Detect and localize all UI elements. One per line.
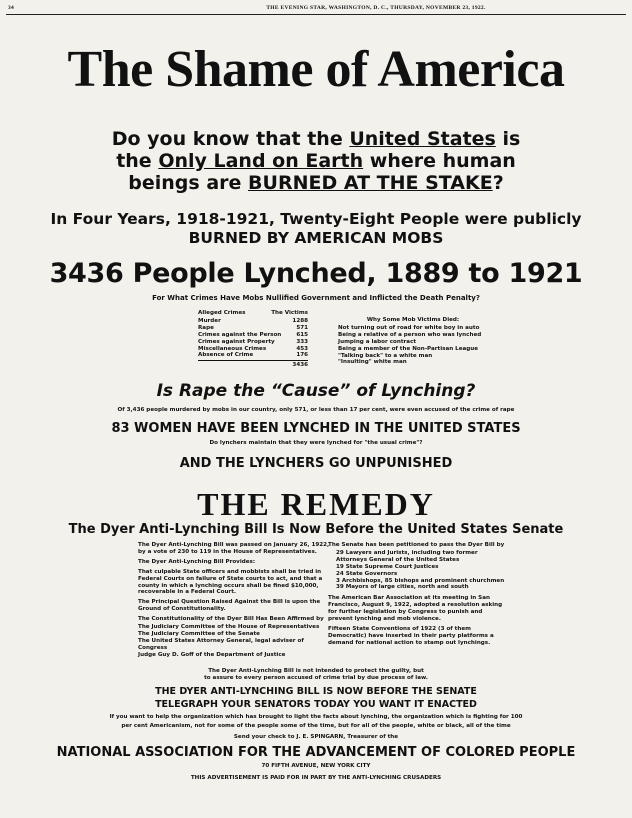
page-number: 34 — [8, 5, 15, 11]
crime-label: Crimes against the Person — [198, 331, 282, 338]
address: 70 FIFTH AVENUE, NEW YORK CITY — [261, 763, 371, 769]
list-item: "Talking back" to a white man — [338, 352, 433, 359]
list-item: 29 Lawyers and Jurists, including two former Attorneys General of the United States — [336, 549, 478, 563]
table-row — [198, 318, 308, 325]
naacp-name: NATIONAL ASSOCIATION FOR THE ADVANCEMENT OF COLORED PEOPLE — [56, 745, 576, 760]
list-item: 39 Mayors of large cities, north and south — [336, 584, 469, 591]
question-text: the — [116, 150, 159, 172]
list-item: 24 State Governors — [336, 570, 398, 577]
question-underline: Only Land on Earth — [158, 150, 364, 172]
paid-by: THIS ADVERTISEMENT IS PAID FOR IN PART BY THE ANTI-LYNCHING CRUSADERS — [190, 775, 442, 781]
list-item: The United States Attorney General, legal adviser of Congress — [138, 637, 304, 651]
list-item: Being a relative of a person who was lynched — [338, 331, 482, 338]
not-intended-line-1: The Dyer Anti-Lynching Bill is not intended to protect the guilty, but — [208, 668, 424, 674]
crime-value: 176 — [296, 352, 308, 359]
help-line-2: per cent Americanism, not for some of the people some of the time, but for all of the people, white or black, all of the time — [121, 723, 511, 729]
remedy-heading: THE REMEDY — [197, 486, 435, 522]
crime-label: Murder — [198, 317, 221, 324]
right-paragraph: Fifteen State Conventions of 1922 (3 of them Democratic) have inserted in their party platforms a demand for national action to stamp out lynchings. — [328, 625, 494, 646]
table-row — [198, 352, 308, 359]
question-underline: United States — [349, 128, 496, 150]
list-item: "Insulting" white man — [338, 359, 407, 366]
right-paragraph: The American Bar Association at its meeting in San Francisco, August 9, 1922, adopted a resolution asking for further legislation by Congress to punish and prevent lynching and mob violence. — [328, 595, 503, 623]
senate-line-2: TELEGRAPH YOUR SENATORS TODAY YOU WANT IT ENACTED — [155, 699, 477, 710]
table-row — [198, 332, 308, 339]
question-line-1 — [0, 128, 632, 150]
page-title: The Shame of America — [67, 41, 565, 98]
crimes-table — [198, 310, 308, 369]
why-header: Why Some Mob Victims Died: — [366, 317, 460, 323]
crimes-header-left: Alleged Crimes — [198, 310, 246, 316]
left-paragraph: The Constitutionality of the Dyer Bill Has Been Affirmed by — [138, 616, 324, 623]
crime-value: 571 — [296, 324, 308, 331]
crime-label: Crimes against Property — [198, 338, 275, 345]
not-intended-line-2: to assure to every person accused of crime trial by due process of law. — [204, 675, 428, 681]
list-item: 19 State Supreme Court Justices — [336, 563, 439, 570]
senate-line-1: THE DYER ANTI-LYNCHING BILL IS NOW BEFORE THE SENATE — [155, 686, 477, 697]
table-row — [198, 346, 308, 353]
crime-value: 1288 — [292, 317, 308, 324]
left-paragraph: That culpable State officers and mobbists shall be tried in Federal Courts on failure of State courts to act, and that a county in which a lynching occurs shall be fined $10,000, recoverable in a Federal Court. — [138, 568, 323, 596]
crime-label: Rape — [198, 324, 214, 331]
question-text: where human — [363, 150, 516, 172]
question-line-2 — [0, 150, 632, 172]
help-line-1: If you want to help the organization which has brought to light the facts about lynching, the organization which is fighting for 100 — [109, 714, 523, 720]
crime-value: 453 — [296, 345, 308, 352]
list-item: The Judiciary Committee of the House of Representatives — [138, 624, 320, 631]
question-text: beings are — [128, 172, 249, 194]
lynched-subheading: For What Crimes Have Mobs Nullified Government and Inflicted the Death Penalty? — [152, 294, 480, 302]
question-underline: BURNED AT THE STAKE — [248, 172, 493, 194]
left-paragraph: The Principal Question Raised Against the Bill is upon the Ground of Constitutionality. — [138, 599, 321, 613]
crimes-header-right: The Victims — [271, 310, 308, 316]
right-paragraph: The Senate has been petitioned to pass the Dyer Bill by — [328, 542, 505, 548]
list-item: Being a member of the Non-Partisan League — [338, 345, 479, 352]
women-lynched: 83 WOMEN HAVE BEEN LYNCHED IN THE UNITED STATES — [111, 421, 521, 436]
left-paragraph: The Dyer Anti-Lynching Bill Provides: — [138, 558, 256, 565]
women-subheading: Do lynchers maintain that they were lynched for "the usual crime"? — [209, 440, 423, 446]
crimes-header — [198, 310, 308, 317]
send-check: Send your check to J. E. SPINGARN, Treasurer of the — [233, 734, 399, 740]
crime-label: Miscellaneous Crimes — [198, 345, 267, 352]
left-paragraph: The Dyer Anti-Lynching Bill was passed on January 26, 1922, by a vote of 230 to 119 in the House of Representatives. — [138, 542, 330, 555]
crime-value: 333 — [296, 338, 308, 345]
list-item: Judge Guy D. Goff of the Department of Justice — [138, 651, 286, 658]
crime-value: 615 — [296, 331, 308, 338]
masthead-rule — [6, 14, 626, 15]
rape-subheading: Of 3,436 people murdered by mobs in our country, only 571, or less than 17 per cent, were even accused of the crime of rape — [117, 407, 515, 413]
why-list — [338, 317, 488, 366]
four-years-line-2: BURNED BY AMERICAN MOBS — [188, 229, 444, 247]
crimes-total: 3436 — [198, 360, 308, 369]
right-column — [328, 542, 508, 650]
question-text: Do you know that the — [111, 128, 350, 150]
list-item: Jumping a labor contract — [338, 338, 417, 345]
table-row — [198, 325, 308, 332]
four-years-line-1: In Four Years, 1918-1921, Twenty-Eight People were publicly — [50, 210, 582, 228]
question-text: ? — [492, 172, 504, 194]
list-item: Not turning out of road for white boy in auto — [338, 324, 480, 331]
rape-heading: Is Rape the “Cause” of Lynching? — [156, 381, 476, 401]
left-column — [130, 542, 330, 659]
question-text: is — [495, 128, 521, 150]
list-item: The Judiciary Committee of the Senate — [138, 630, 260, 637]
table-row — [198, 339, 308, 346]
lynched-headline: 3436 People Lynched, 1889 to 1921 — [49, 258, 583, 289]
masthead-line: THE EVENING STAR, WASHINGTON, D. C., THURSDAY, NOVEMBER 23, 1922. — [266, 5, 486, 11]
lynchers-unpunished: AND THE LYNCHERS GO UNPUNISHED — [179, 456, 453, 471]
question-line-3 — [0, 172, 632, 194]
crime-label: Absence of Crime — [198, 352, 254, 359]
list-item: 3 Archbishops, 85 bishops and prominent churchmen — [336, 577, 505, 584]
dyer-heading: The Dyer Anti-Lynching Bill Is Now Before the United States Senate — [68, 522, 564, 537]
